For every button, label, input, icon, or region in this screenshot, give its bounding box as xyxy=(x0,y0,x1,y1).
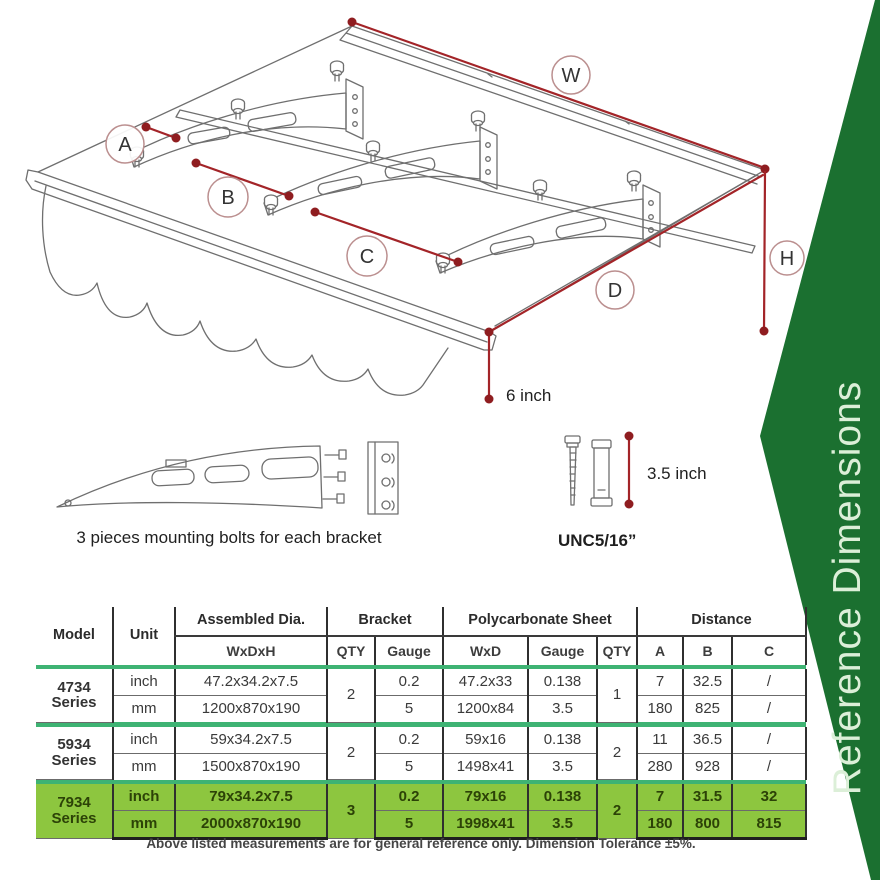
cell: 1 xyxy=(597,669,637,722)
cell: 800 xyxy=(683,811,732,839)
dim-line-h xyxy=(764,172,765,331)
header-assembled: Assembled Dia. xyxy=(175,607,327,636)
cell: 1498x41 xyxy=(443,753,528,780)
dim-line-a xyxy=(146,127,176,138)
cell: 5 xyxy=(375,696,443,723)
header-dist-c: C xyxy=(732,636,806,665)
cell: 36.5 xyxy=(683,727,732,754)
cell: 3.5 xyxy=(528,753,597,780)
dim-label-b: B xyxy=(221,187,235,209)
bracket-caption: 3 pieces mounting bolts for each bracket xyxy=(76,528,382,547)
cell: 32 xyxy=(732,784,806,811)
cell: 0.2 xyxy=(375,669,443,696)
cell: 1200x84 xyxy=(443,696,528,723)
cell: 47.2x34.2x7.5 xyxy=(175,669,327,696)
header-bracket-qty: QTY xyxy=(327,636,375,665)
cell: 0.138 xyxy=(528,784,597,811)
model-4734: 4734 Series xyxy=(36,669,113,722)
cell: 1500x870x190 xyxy=(175,753,327,780)
cell: 815 xyxy=(732,811,806,839)
model-5934: 5934 Series xyxy=(36,727,113,780)
table-footnote: Above listed measurements are for general reference only. Dimension Tolerance ±5%. xyxy=(146,836,696,851)
cell: 7 xyxy=(637,784,683,811)
back-rail xyxy=(340,26,761,184)
cell: 79x16 xyxy=(443,784,528,811)
header-sheet-qty: QTY xyxy=(597,636,637,665)
header-unit: Unit xyxy=(113,607,175,665)
cell: 5 xyxy=(375,753,443,780)
dim-line-w xyxy=(352,22,765,168)
cell: inch xyxy=(113,669,175,696)
cell: 0.2 xyxy=(375,727,443,754)
cell: 0.138 xyxy=(528,727,597,754)
dim-label-d: D xyxy=(607,280,623,302)
cell: 3.5 xyxy=(528,696,597,723)
header-sheet-wxd: WxD xyxy=(443,636,528,665)
cell: 180 xyxy=(637,696,683,723)
cell: mm xyxy=(113,696,175,723)
cell: 2 xyxy=(597,784,637,839)
cell: 3.5 xyxy=(528,811,597,839)
bracket-3 xyxy=(436,185,660,273)
cell: 59x34.2x7.5 xyxy=(175,727,327,754)
cell: mm xyxy=(113,753,175,780)
cell: 2000x870x190 xyxy=(175,811,327,839)
cell: 3 xyxy=(327,784,375,839)
cell: 2 xyxy=(327,669,375,722)
cell: 79x34.2x7.5 xyxy=(175,784,327,811)
header-sheet-gauge: Gauge xyxy=(528,636,597,665)
cell: inch xyxy=(113,727,175,754)
cell: / xyxy=(732,727,806,754)
cell: / xyxy=(732,696,806,723)
table-row-highlighted xyxy=(36,811,806,839)
table-row xyxy=(36,727,806,754)
cell: 280 xyxy=(637,753,683,780)
dim-line-d xyxy=(489,175,763,332)
header-dist-b: B xyxy=(683,636,732,665)
cell: 47.2x33 xyxy=(443,669,528,696)
spec-table xyxy=(36,607,807,840)
cell: 1200x870x190 xyxy=(175,696,327,723)
table-row xyxy=(36,753,806,780)
header-sheet: Polycarbonate Sheet xyxy=(443,607,637,636)
header-dist-a: A xyxy=(637,636,683,665)
dim-label-w: W xyxy=(561,65,581,87)
table-row xyxy=(36,669,806,696)
cell: inch xyxy=(113,784,175,811)
header-bracket: Bracket xyxy=(327,607,443,636)
cell: 1998x41 xyxy=(443,811,528,839)
cell: / xyxy=(732,669,806,696)
sidebar-title: Reference Dimensions xyxy=(826,380,869,796)
cell: 31.5 xyxy=(683,784,732,811)
bolt-length-label: 3.5 inch xyxy=(647,464,707,483)
bolt-spec-label: UNC5/16” xyxy=(558,531,637,550)
cell: 7 xyxy=(637,669,683,696)
cell: 180 xyxy=(637,811,683,839)
header-bracket-gauge: Gauge xyxy=(375,636,443,665)
cell: mm xyxy=(113,811,175,839)
cell: 825 xyxy=(683,696,732,723)
model-7934: 7934 Series xyxy=(36,784,113,839)
dim-label-c: C xyxy=(359,246,375,268)
cell: 0.2 xyxy=(375,784,443,811)
dim-label-a: A xyxy=(118,134,132,156)
cell: 5 xyxy=(375,811,443,839)
dim-label-h: H xyxy=(779,248,795,270)
cell: 0.138 xyxy=(528,669,597,696)
front-bar xyxy=(26,170,496,350)
awning-3d-view xyxy=(26,26,765,395)
header-wdh: WxDxH xyxy=(175,636,327,665)
cell: 59x16 xyxy=(443,727,528,754)
valance-drop-label: 6 inch xyxy=(506,386,552,405)
header-model: Model xyxy=(53,627,95,644)
header-distance: Distance xyxy=(637,607,806,636)
cell: 928 xyxy=(683,753,732,780)
bracket-1 xyxy=(130,79,363,167)
bracket-2 xyxy=(264,127,497,215)
cell: 32.5 xyxy=(683,669,732,696)
valance-scallop-edge xyxy=(43,186,448,395)
cell: 11 xyxy=(637,727,683,754)
table-row xyxy=(36,696,806,723)
cell: 2 xyxy=(327,727,375,780)
bolt-detail-view xyxy=(565,432,634,509)
cell: / xyxy=(732,753,806,780)
bracket-side-view xyxy=(57,442,398,514)
mounting-rail xyxy=(176,110,755,253)
table-row-highlighted xyxy=(36,784,806,811)
cell: 2 xyxy=(597,727,637,780)
